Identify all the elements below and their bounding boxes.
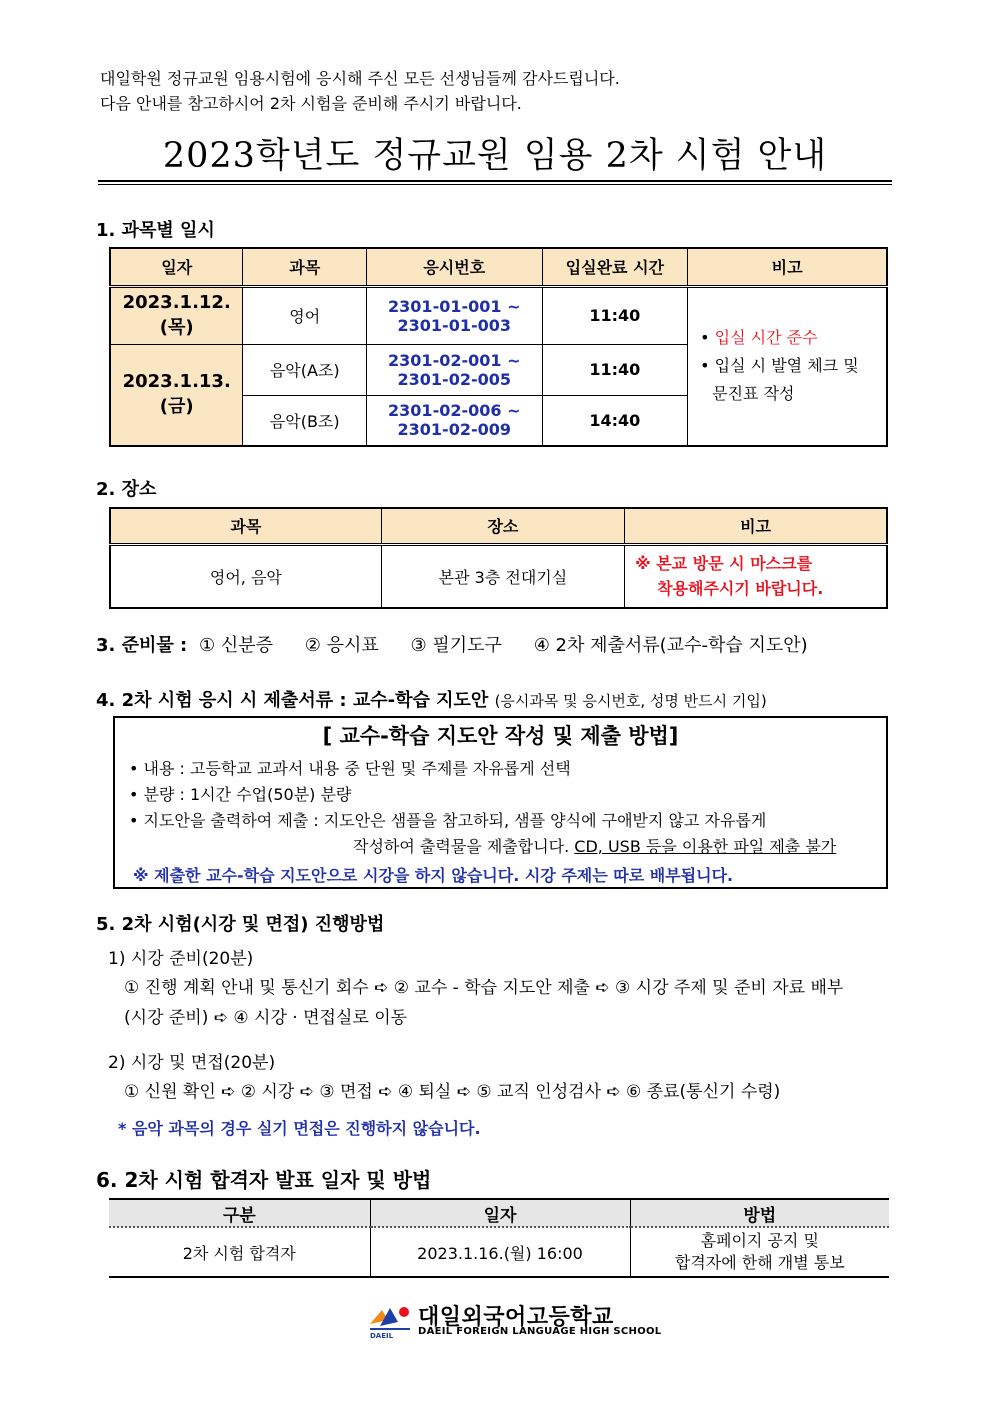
section4-heading — [96, 686, 767, 712]
remark-red: 입실 시간 준수 — [714, 328, 818, 348]
bullet-length: • 분량 : 1시간 수업(50분) 분량 — [129, 785, 352, 804]
prep-item: ① 신분증 — [199, 635, 274, 656]
number-cell — [367, 344, 543, 395]
step2-line1: ① 신원 확인 ➪ ② 시강 ➪ ③ 면접 ➪ ④ 퇴실 ➪ ⑤ 교직 인성검사 ➪ ⑥ 종료(통신기 수령) — [124, 1082, 781, 1102]
bullet-submit-text: 작성하여 출력물을 제출합니다. — [353, 837, 570, 856]
subject-cell: 음악(B조) — [243, 395, 367, 446]
subject-cell: 음악(A조) — [243, 344, 367, 395]
schedule-table — [109, 247, 888, 447]
step2-title: 2) 시강 및 면접(20분) — [108, 1053, 276, 1073]
result-table — [109, 1198, 889, 1278]
school-emblem-icon — [368, 1302, 414, 1340]
remark-2b: 문진표 작성 — [712, 384, 795, 404]
place-cell: 본관 3층 전대기실 — [381, 544, 624, 608]
section2-heading: 2. 장소 — [96, 479, 157, 500]
col-header-subject: 과목 — [110, 508, 381, 544]
number-from: 2301-01-001 ~ — [388, 296, 521, 316]
box-note: ※ 제출한 교수-학습 지도안으로 시강을 하지 않습니다. 시강 주제는 따로 배부됩니다. — [133, 866, 734, 885]
school-name-english: DAEIL FOREIGN LANGUAGE HIGH SCHOOL — [418, 1326, 662, 1337]
time-cell: 11:40 — [542, 286, 688, 344]
date-cell: 2023.1.16.(월) 16:00 — [370, 1227, 630, 1277]
mask-note-b: 착용해주시기 바랍니다. — [657, 579, 824, 599]
lesson-plan-box — [113, 716, 888, 889]
number-to: 2301-01-003 — [397, 315, 511, 335]
col-header-category: 구분 — [109, 1199, 370, 1227]
section4-heading-text: 4. 2차 시험 응시 시 제출서류 : 교수-학습 지도안 — [96, 690, 489, 711]
music-note: * 음악 과목의 경우 실기 면접은 진행하지 않습니다. — [118, 1119, 481, 1138]
table-row — [110, 286, 887, 344]
col-header-remark: 비고 — [625, 508, 887, 544]
step1-line1: ① 진행 계획 안내 및 통신기 회수 ➪ ② 교수 - 학습 지도안 제출 ➪ ③ 시강 주제 및 준비 자료 배부 — [124, 978, 844, 998]
col-header-number: 응시번호 — [367, 248, 543, 286]
mask-note-a: ※ 본교 방문 시 마스크를 — [635, 554, 813, 574]
prep-item: ② 응시표 — [304, 635, 379, 656]
date-cell — [110, 344, 243, 446]
bullet-content: • 내용 : 고등학교 교과서 내용 중 단원 및 주제를 자유롭게 선택 — [129, 759, 571, 778]
school-name: 대일외국어고등학교 — [418, 1305, 614, 1330]
col-header-date: 일자 — [370, 1199, 630, 1227]
category-cell: 2차 시험 합격자 — [109, 1227, 370, 1277]
prep-label: 3. 준비물 : — [96, 635, 188, 656]
day-line: (목) — [159, 317, 194, 338]
remark-1: • 입실 시간 준수 — [700, 328, 818, 348]
subject-cell: 영어, 음악 — [110, 544, 381, 608]
number-to: 2301-02-009 — [397, 420, 511, 440]
col-header-time: 입실완료 시간 — [542, 248, 688, 286]
title-rule — [98, 180, 892, 182]
section6-heading: 6. 2차 시험 합격자 발표 일자 및 방법 — [96, 1168, 432, 1192]
step1-title: 1) 시강 준비(20분) — [108, 949, 254, 969]
col-header-method: 방법 — [630, 1199, 889, 1227]
section5-heading: 5. 2차 시험(시강 및 면접) 진행방법 — [96, 914, 385, 935]
svg-text:DAEIL: DAEIL — [370, 1332, 394, 1340]
date-cell — [110, 286, 243, 344]
col-header-date: 일자 — [110, 248, 243, 286]
page-title: 2023학년도 정규교원 임용 2차 시험 안내 — [162, 136, 828, 176]
col-header-remark: 비고 — [688, 248, 887, 286]
intro-line-1: 대일학원 정규교원 임용시험에 응시해 주신 모든 선생님들께 감사드립니다. — [100, 69, 620, 88]
time-cell: 11:40 — [542, 344, 688, 395]
remark-2: • 입실 시 발열 체크 및 — [700, 356, 859, 376]
number-to: 2301-02-005 — [397, 369, 511, 389]
number-cell — [367, 286, 543, 344]
bullet-submit-cont — [353, 834, 836, 860]
remark-cell — [688, 286, 887, 446]
intro-text — [100, 66, 620, 116]
section1-heading: 1. 과목별 일시 — [96, 220, 215, 241]
table-row — [110, 544, 887, 608]
school-logo — [368, 1302, 414, 1338]
remark-2a: 입실 시 발열 체크 및 — [714, 356, 859, 376]
table-row — [109, 1227, 889, 1277]
method-line-b: 합격자에 한해 개별 통보 — [674, 1253, 845, 1272]
date-line: 2023.1.13. — [122, 371, 231, 393]
prep-item: ③ 필기도구 — [410, 635, 502, 656]
mask-note-cell — [625, 544, 887, 608]
section4-note: (응시과목 및 응시번호, 성명 반드시 기입) — [494, 692, 767, 710]
method-line-a: 홈페이지 공지 및 — [700, 1231, 819, 1250]
box-title: [ 교수-학습 지도안 작성 및 제출 방법] — [322, 724, 679, 748]
prep-item: ④ 2차 제출서류(교수-학습 지도안) — [533, 635, 808, 656]
col-header-place: 장소 — [381, 508, 624, 544]
date-line: 2023.1.12. — [122, 292, 231, 313]
title-rule-thin — [98, 184, 892, 185]
number-from: 2301-02-006 ~ — [388, 401, 521, 421]
number-from: 2301-02-001 ~ — [388, 350, 521, 370]
bullet-submit: • 지도안을 출력하여 제출 : 지도안은 샘플을 참고하되, 샘플 양식에 구애받지 않고 자유롭게 — [129, 811, 767, 830]
method-cell — [630, 1227, 889, 1277]
location-table — [109, 507, 888, 609]
col-header-subject: 과목 — [243, 248, 367, 286]
number-cell — [367, 395, 543, 446]
step1-line2: (시강 준비) ➪ ④ 시강 · 면접실로 이동 — [124, 1008, 408, 1028]
day-line: (금) — [159, 396, 194, 418]
section3-prep — [96, 631, 808, 657]
intro-line-2: 다음 안내를 참고하시어 2차 시험을 준비해 주시기 바랍니다. — [100, 94, 522, 113]
time-cell: 14:40 — [542, 395, 688, 446]
no-file-submission: CD, USB 등을 이용한 파일 제출 불가 — [574, 837, 837, 856]
subject-cell: 영어 — [243, 286, 367, 344]
